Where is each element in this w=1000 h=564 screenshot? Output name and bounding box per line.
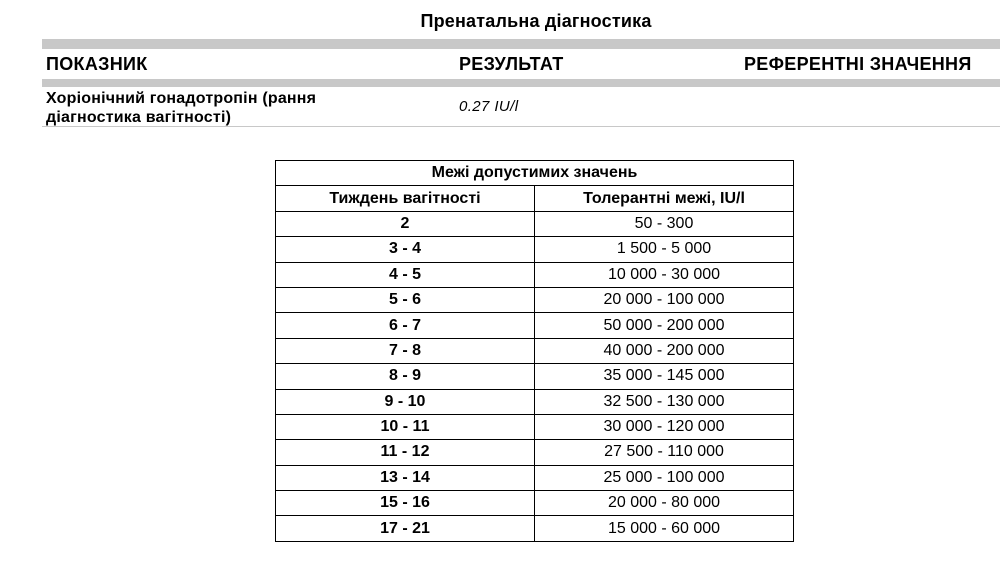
header-divider-bottom <box>42 79 1000 87</box>
column-header-result: РЕЗУЛЬТАТ <box>459 54 564 74</box>
week-cell: 9 - 10 <box>276 389 535 414</box>
table-row <box>276 414 794 439</box>
reference-table-col-range: Толерантні межі, IU/l <box>535 186 794 211</box>
range-cell: 10 000 - 30 000 <box>535 262 794 287</box>
range-cell: 40 000 - 200 000 <box>535 338 794 363</box>
week-cell: 8 - 9 <box>276 364 535 389</box>
range-cell: 20 000 - 80 000 <box>535 491 794 516</box>
table-row <box>276 287 794 312</box>
range-cell: 50 000 - 200 000 <box>535 313 794 338</box>
week-cell: 6 - 7 <box>276 313 535 338</box>
table-row <box>276 364 794 389</box>
test-name-line1: Хоріонічний гонадотропін (рання <box>46 90 317 107</box>
range-cell: 35 000 - 145 000 <box>535 364 794 389</box>
range-cell: 50 - 300 <box>535 211 794 236</box>
table-row <box>276 491 794 516</box>
reference-table-body <box>276 211 794 541</box>
column-header-indicator: ПОКАЗНИК <box>46 54 148 74</box>
week-cell: 10 - 11 <box>276 414 535 439</box>
week-cell: 3 - 4 <box>276 237 535 262</box>
table-row <box>276 389 794 414</box>
reference-table-title: Межі допустимих значень <box>276 161 794 186</box>
week-cell: 13 - 14 <box>276 465 535 490</box>
week-cell: 17 - 21 <box>276 516 535 541</box>
table-row <box>276 440 794 465</box>
week-cell: 11 - 12 <box>276 440 535 465</box>
range-cell: 30 000 - 120 000 <box>535 414 794 439</box>
test-name-line2: діагностика вагітності) <box>46 109 232 126</box>
week-cell: 4 - 5 <box>276 262 535 287</box>
week-cell: 15 - 16 <box>276 491 535 516</box>
table-row <box>276 313 794 338</box>
range-cell: 15 000 - 60 000 <box>535 516 794 541</box>
table-row <box>276 211 794 236</box>
column-header-reference: РЕФЕРЕНТНІ ЗНАЧЕННЯ <box>744 54 972 74</box>
row-divider <box>42 126 1000 127</box>
table-row <box>276 338 794 363</box>
test-result: 0.27 IU/l <box>459 98 519 115</box>
table-row <box>276 262 794 287</box>
table-row <box>276 237 794 262</box>
range-cell: 32 500 - 130 000 <box>535 389 794 414</box>
range-cell: 20 000 - 100 000 <box>535 287 794 312</box>
page-title: Пренатальна діагностика <box>420 11 652 31</box>
week-cell: 2 <box>276 211 535 236</box>
table-row <box>276 516 794 541</box>
reference-table-col-week: Тиждень вагітності <box>276 186 535 211</box>
range-cell: 27 500 - 110 000 <box>535 440 794 465</box>
header-divider-top <box>42 39 1000 49</box>
reference-table <box>275 160 794 542</box>
range-cell: 25 000 - 100 000 <box>535 465 794 490</box>
week-cell: 7 - 8 <box>276 338 535 363</box>
range-cell: 1 500 - 5 000 <box>535 237 794 262</box>
test-name <box>46 89 446 127</box>
table-row <box>276 465 794 490</box>
week-cell: 5 - 6 <box>276 287 535 312</box>
